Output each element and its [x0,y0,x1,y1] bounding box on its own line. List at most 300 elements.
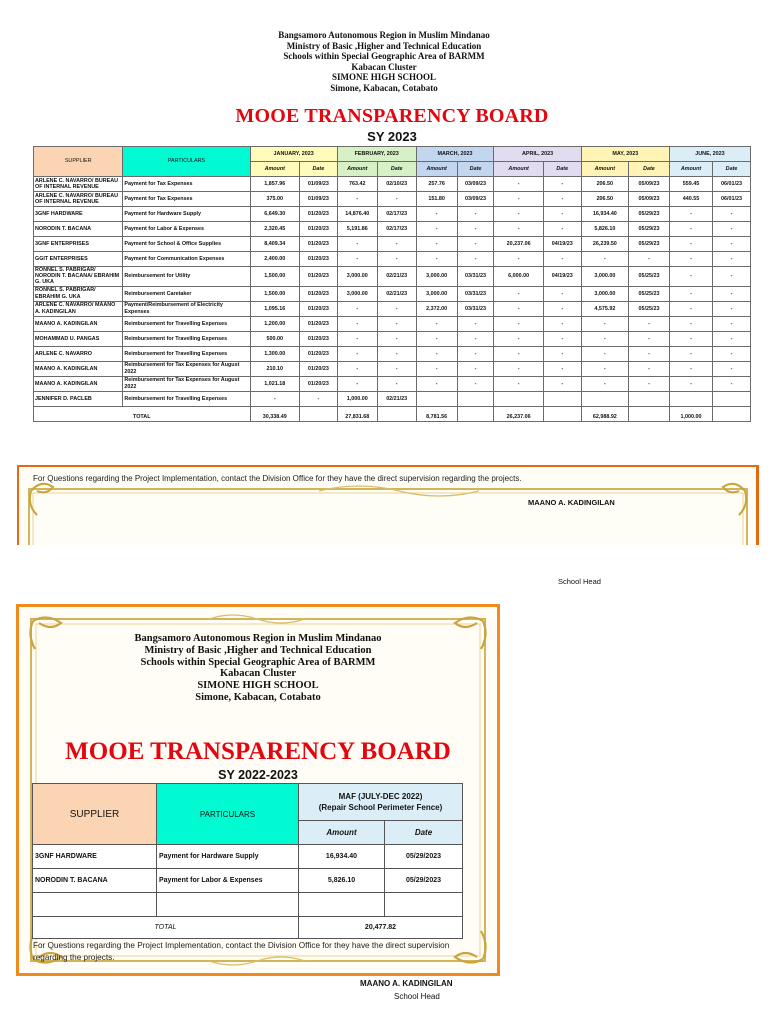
supplier-cell: ARLENE C. NAVARRO/ BUREAU OF INTERNAL REVENUE [34,192,123,207]
header-line: Ministry of Basic ,Higher and Technical Education [144,644,372,656]
date-cell: - [457,222,494,237]
empty-cell [33,893,157,917]
empty-cell [157,893,299,917]
date-cell: - [543,361,581,376]
date-subheader: Date [457,162,494,177]
date-cell: - [543,301,581,316]
amount-subheader: Amount [416,162,457,177]
amount-cell: 26,239.50 [581,237,628,252]
amount-cell: 3,000.00 [581,286,628,301]
table-row [34,286,751,301]
header-line: Schools within Special Geographic Area of BARMM [283,51,485,61]
particulars-cell: Reimbursement for Utility [123,267,250,287]
amount-cell: - [416,207,457,222]
table-row [34,252,751,267]
particulars-cell: Payment for Labor & Expenses [157,869,299,893]
date-cell: - [543,252,581,267]
date-cell: 05/29/23 [628,207,669,222]
date-cell: - [377,316,416,331]
date-cell [543,391,581,406]
amount-cell: 14,876.40 [337,207,377,222]
amount-cell: 2,372.00 [416,301,457,316]
total-cell: 27,831.68 [337,406,377,421]
date-cell: 05/29/23 [628,222,669,237]
supplier-cell: JENNIFER D. PACLEB [34,391,123,406]
amount-cell: 375.00 [250,192,299,207]
date-subheader: Date [385,821,463,845]
table-row [34,192,751,207]
date-cell: - [713,286,751,301]
date-cell: 02/21/23 [377,286,416,301]
amount-cell: 257.76 [416,177,457,192]
amount-cell: - [669,301,712,316]
amount-cell: - [337,237,377,252]
total-cell: 26,237.06 [494,406,543,421]
table-row [34,331,751,346]
amount-cell: - [337,361,377,376]
date-cell: - [377,346,416,361]
date-cell [457,391,494,406]
amount-cell: - [494,252,543,267]
amount-cell: 151.80 [416,192,457,207]
month-header: APRIL, 2023 [494,147,581,162]
particulars-cell: Payment for School & Office Supplies [123,237,250,252]
date-cell: 01/20/23 [299,286,337,301]
date-cell: - [377,237,416,252]
amount-cell: 6,000.00 [494,267,543,287]
amount-cell: - [669,376,712,391]
date-cell: 06/01/23 [713,192,751,207]
table-row [34,177,751,192]
amount-cell: - [669,267,712,287]
month-header: JANUARY, 2023 [250,147,337,162]
amount-cell: 206.50 [581,192,628,207]
date-cell: - [713,346,751,361]
board2-school-year: SY 2022-2023 [218,768,298,782]
amount-subheader: Amount [337,162,377,177]
date-cell: 01/20/23 [299,361,337,376]
amount-cell [494,391,543,406]
date-cell: 02/10/23 [377,177,416,192]
particulars-header: PARTICULARS [123,147,250,177]
maf-subtitle: (Repair School Perimeter Fence) [318,803,443,812]
amount-cell: - [494,177,543,192]
supplier-header: SUPPLIER [34,147,123,177]
header-line: Ministry of Basic ,Higher and Technical Education [286,40,482,51]
month-header: MAY, 2023 [581,147,669,162]
amount-cell: - [337,252,377,267]
amount-cell: - [416,316,457,331]
date-cell: 02/21/23 [377,267,416,287]
date-cell: - [377,376,416,391]
date-cell: - [713,301,751,316]
amount-cell: 1,021.18 [250,376,299,391]
amount-cell: - [416,346,457,361]
date-cell: - [377,331,416,346]
date-cell: - [377,252,416,267]
date-cell: - [543,331,581,346]
amount-cell: - [416,361,457,376]
date-cell: - [457,376,494,391]
date-cell: 01/20/23 [299,346,337,361]
date-cell: 04/19/23 [543,267,581,287]
month-header: JUNE, 2023 [669,147,750,162]
amount-cell: 559.45 [669,177,712,192]
amount-cell: 2,320.45 [250,222,299,237]
date-cell: 01/09/23 [299,177,337,192]
header-line: Simone, Kabacan, Cotabato [195,691,321,703]
table-row [34,391,751,406]
date-cell: 05/29/2023 [385,869,463,893]
amount-cell [581,391,628,406]
date-cell: 05/25/23 [628,267,669,287]
amount-cell: - [494,286,543,301]
date-cell: 06/01/23 [713,177,751,192]
date-cell: - [628,331,669,346]
supplier-cell: 3GNF HARDWARE [34,207,123,222]
date-cell: - [377,361,416,376]
amount-cell [416,391,457,406]
date-cell: - [543,376,581,391]
particulars-cell: Payment for Labor & Expenses [123,222,250,237]
date-cell: - [543,207,581,222]
board2-signatory-title: School Head [394,992,440,1001]
amount-cell: 1,300.00 [250,346,299,361]
total-cell [713,406,751,421]
date-cell: - [543,286,581,301]
date-cell: - [457,346,494,361]
amount-cell: - [669,222,712,237]
amount-cell: - [337,376,377,391]
supplier-header: SUPPLIER [33,784,157,845]
date-cell: 05/25/23 [628,286,669,301]
date-cell: - [713,252,751,267]
date-cell: - [628,376,669,391]
header-line: Simone, Kabacan, Cotabato [330,82,438,93]
date-cell: 02/17/23 [377,222,416,237]
amount-cell: - [669,346,712,361]
particulars-cell: Reimbursement Caretaker [123,286,250,301]
date-cell: - [628,361,669,376]
table-row [34,207,751,222]
date-cell: 01/20/23 [299,331,337,346]
supplier-cell: NORODIN T. BACANA [33,869,157,893]
date-cell: - [713,267,751,287]
amount-cell: - [416,222,457,237]
total-cell [377,406,416,421]
table-row [34,267,751,287]
date-cell: - [628,316,669,331]
amount-cell: - [494,207,543,222]
board1-header [0,30,768,93]
date-cell: - [543,177,581,192]
amount-cell [669,391,712,406]
amount-cell: - [669,361,712,376]
maf-header [299,784,463,821]
amount-cell: 16,934.40 [581,207,628,222]
amount-cell: 210.10 [250,361,299,376]
amount-cell: 1,857.96 [250,177,299,192]
table-row [34,237,751,252]
amount-cell: - [337,316,377,331]
date-cell: - [457,207,494,222]
date-cell [628,391,669,406]
amount-cell: - [337,346,377,361]
supplier-cell: MOHAMMAD U. PANGAS [34,331,123,346]
amount-cell: - [581,361,628,376]
amount-cell: - [494,192,543,207]
date-cell: - [377,192,416,207]
date-cell: - [543,346,581,361]
amount-cell: 8,409.34 [250,237,299,252]
date-cell: 05/29/23 [628,237,669,252]
date-cell: 01/20/23 [299,207,337,222]
amount-cell: 3,000.00 [416,286,457,301]
table-row [34,361,751,376]
supplier-cell: RONNEL S. PABRIGAR/ EBRAHIM G. UKA [34,286,123,301]
amount-cell: - [416,376,457,391]
amount-cell: - [337,331,377,346]
total-value: 20,477.82 [299,917,463,939]
amount-cell: - [494,301,543,316]
particulars-cell: Reimbursement for Travelling Expenses [123,391,250,406]
supplier-cell: 3GNF HARDWARE [33,845,157,869]
date-cell: - [713,222,751,237]
amount-cell: - [416,237,457,252]
date-cell: 01/20/23 [299,376,337,391]
date-cell: 05/25/23 [628,301,669,316]
date-cell: - [543,316,581,331]
board1-expense-table [33,146,751,422]
date-cell: 05/29/2023 [385,845,463,869]
board2-expense-table [32,783,463,939]
header-line: Kabacan Cluster [219,668,297,680]
date-cell: 01/09/23 [299,192,337,207]
supplier-cell: RONNEL S. PABRIGAR/ NORODIN T. BACANA/ EBRAHIM G. UKA [34,267,123,287]
date-cell: 02/17/23 [377,207,416,222]
date-cell: 03/31/23 [457,301,494,316]
date-cell: 01/20/23 [299,316,337,331]
amount-cell: 1,500.00 [250,286,299,301]
date-cell: - [713,316,751,331]
date-cell: - [713,207,751,222]
table-row [34,316,751,331]
date-cell: - [628,252,669,267]
particulars-cell: Reimbursement for Travelling Expenses [123,316,250,331]
date-cell: 01/20/23 [299,237,337,252]
particulars-cell: Payment for Tax Expenses [123,177,250,192]
amount-cell: - [416,331,457,346]
total-cell: 62,988.92 [581,406,628,421]
total-cell: 30,338.49 [250,406,299,421]
amount-cell: - [669,207,712,222]
amount-cell: 3,000.00 [337,286,377,301]
header-line: SIMONE HIGH SCHOOL [197,680,319,692]
supplier-cell: 3GNF ENTERPRISES [34,237,123,252]
amount-cell: - [581,331,628,346]
total-cell [299,406,337,421]
supplier-cell: GGIT ENTERPRISES [34,252,123,267]
amount-cell: - [494,361,543,376]
date-cell: - [457,361,494,376]
empty-cell [385,893,463,917]
date-subheader: Date [543,162,581,177]
amount-cell: 500.00 [250,331,299,346]
amount-cell: 763.42 [337,177,377,192]
amount-cell: - [494,346,543,361]
header-line: SIMONE HIGH SCHOOL [331,72,437,82]
amount-cell: - [669,316,712,331]
date-cell: 01/20/23 [299,301,337,316]
amount-cell: 206.50 [581,177,628,192]
date-cell: - [457,237,494,252]
date-cell: - [457,252,494,267]
table-row [34,301,751,316]
supplier-cell: MAANO A. KADINGILAN [34,376,123,391]
date-cell: 05/09/23 [628,177,669,192]
amount-cell: 440.55 [669,192,712,207]
date-cell: - [377,301,416,316]
amount-cell: - [581,316,628,331]
total-label: TOTAL [33,917,299,939]
amount-cell: - [669,286,712,301]
header-line: Bangsamoro Autonomous Region in Muslim Mindanao [134,633,382,644]
board2-question-note: For Questions regarding the Project Implementation, contact the Division Office for they have the direct supervision regarding the projects. [33,941,450,962]
amount-cell: 3,000.00 [581,267,628,287]
date-cell: - [457,316,494,331]
amount-cell: 2,400.00 [250,252,299,267]
amount-subheader: Amount [669,162,712,177]
particulars-cell: Payment for Hardware Supply [123,207,250,222]
date-cell: 01/20/23 [299,252,337,267]
amount-cell: - [494,316,543,331]
amount-cell: 5,826.10 [581,222,628,237]
board1-signatory: MAANO A. KADINGILAN [528,498,615,507]
amount-cell: - [581,376,628,391]
total-cell [628,406,669,421]
particulars-cell: Reimbursement for Travelling Expenses [123,346,250,361]
date-cell: 03/09/23 [457,177,494,192]
particulars-cell: Payment for Tax Expenses [123,192,250,207]
total-label: TOTAL [34,406,251,421]
date-cell: - [713,237,751,252]
header-line: Schools within Special Geographic Area of BARMM [140,656,376,668]
amount-cell: - [581,346,628,361]
maf-title: MAF (JULY-DEC 2022) [338,792,423,801]
amount-cell: - [337,192,377,207]
amount-subheader: Amount [494,162,543,177]
date-cell: 03/31/23 [457,286,494,301]
supplier-cell: MAANO A. KADINGILAN [34,361,123,376]
amount-cell: 20,237.06 [494,237,543,252]
header-line: Kabacan Cluster [351,61,417,72]
total-cell: 8,781.56 [416,406,457,421]
total-cell: 1,000.00 [669,406,712,421]
amount-cell: 1,000.00 [337,391,377,406]
amount-cell: - [494,222,543,237]
amount-cell: 1,500.00 [250,267,299,287]
date-cell: 03/31/23 [457,267,494,287]
amount-cell: 4,575.92 [581,301,628,316]
particulars-cell: Reimbursement for Travelling Expenses [123,331,250,346]
amount-cell: 1,095.16 [250,301,299,316]
date-cell: - [713,331,751,346]
board1-title: MOOE TRANSPARENCY BOARD [235,105,549,127]
amount-cell: - [337,301,377,316]
amount-cell: - [250,391,299,406]
particulars-header: PARTICULARS [157,784,299,845]
date-cell: - [543,222,581,237]
date-cell: - [457,331,494,346]
date-cell: 01/20/23 [299,222,337,237]
board2-title: MOOE TRANSPARENCY BOARD [65,738,451,765]
amount-cell: 3,000.00 [337,267,377,287]
particulars-cell: Payment/Reimbursement of Electricity Expenses [123,301,250,316]
date-cell: 02/21/23 [377,391,416,406]
amount-cell: 5,826.10 [299,869,385,893]
board2-header [16,633,500,704]
date-cell: 03/09/23 [457,192,494,207]
date-cell: - [543,192,581,207]
amount-cell: - [494,331,543,346]
board2-signatory: MAANO A. KADINGILAN [360,979,453,988]
amount-cell: - [669,237,712,252]
amount-cell: 5,191.86 [337,222,377,237]
date-cell: 01/20/23 [299,267,337,287]
board1-signatory-title: School Head [558,577,601,586]
amount-cell: 16,934.40 [299,845,385,869]
supplier-cell: ARLENE C. NAVARRO/ BUREAU OF INTERNAL REVENUE [34,177,123,192]
supplier-cell: ARLENE C. NAVARRO [34,346,123,361]
date-subheader: Date [299,162,337,177]
table-row [34,346,751,361]
particulars-cell: Reimbursement for Tax Expenses for August 2022 [123,361,250,376]
amount-cell: - [416,252,457,267]
total-cell [543,406,581,421]
date-subheader: Date [713,162,751,177]
month-header: MARCH, 2023 [416,147,494,162]
particulars-cell: Reimbursement for Tax Expenses for August 2022 [123,376,250,391]
amount-subheader: Amount [581,162,628,177]
amount-cell: - [581,252,628,267]
particulars-cell: Payment for Communication Expenses [123,252,250,267]
amount-cell: - [494,376,543,391]
date-cell: - [713,361,751,376]
total-cell [457,406,494,421]
supplier-cell: NORODIN T. BACANA [34,222,123,237]
date-cell: - [713,376,751,391]
amount-subheader: Amount [250,162,299,177]
particulars-cell: Payment for Hardware Supply [157,845,299,869]
amount-cell: - [669,252,712,267]
table-row [34,222,751,237]
month-header: FEBRUARY, 2023 [337,147,416,162]
date-cell: 04/19/23 [543,237,581,252]
total-row [34,406,751,421]
board1-question-note: For Questions regarding the Project Implementation, contact the Division Office for they have the direct supervision regarding the projects. [33,474,522,483]
empty-cell [299,893,385,917]
header-line: Bangsamoro Autonomous Region in Muslim Mindanao [278,30,490,40]
date-subheader: Date [377,162,416,177]
supplier-cell: MAANO A. KADINGILAN [34,316,123,331]
table-row [34,376,751,391]
date-cell: - [299,391,337,406]
date-cell [713,391,751,406]
date-cell: 05/09/23 [628,192,669,207]
amount-cell: 1,200.00 [250,316,299,331]
amount-cell: 3,000.00 [416,267,457,287]
date-cell: - [628,346,669,361]
